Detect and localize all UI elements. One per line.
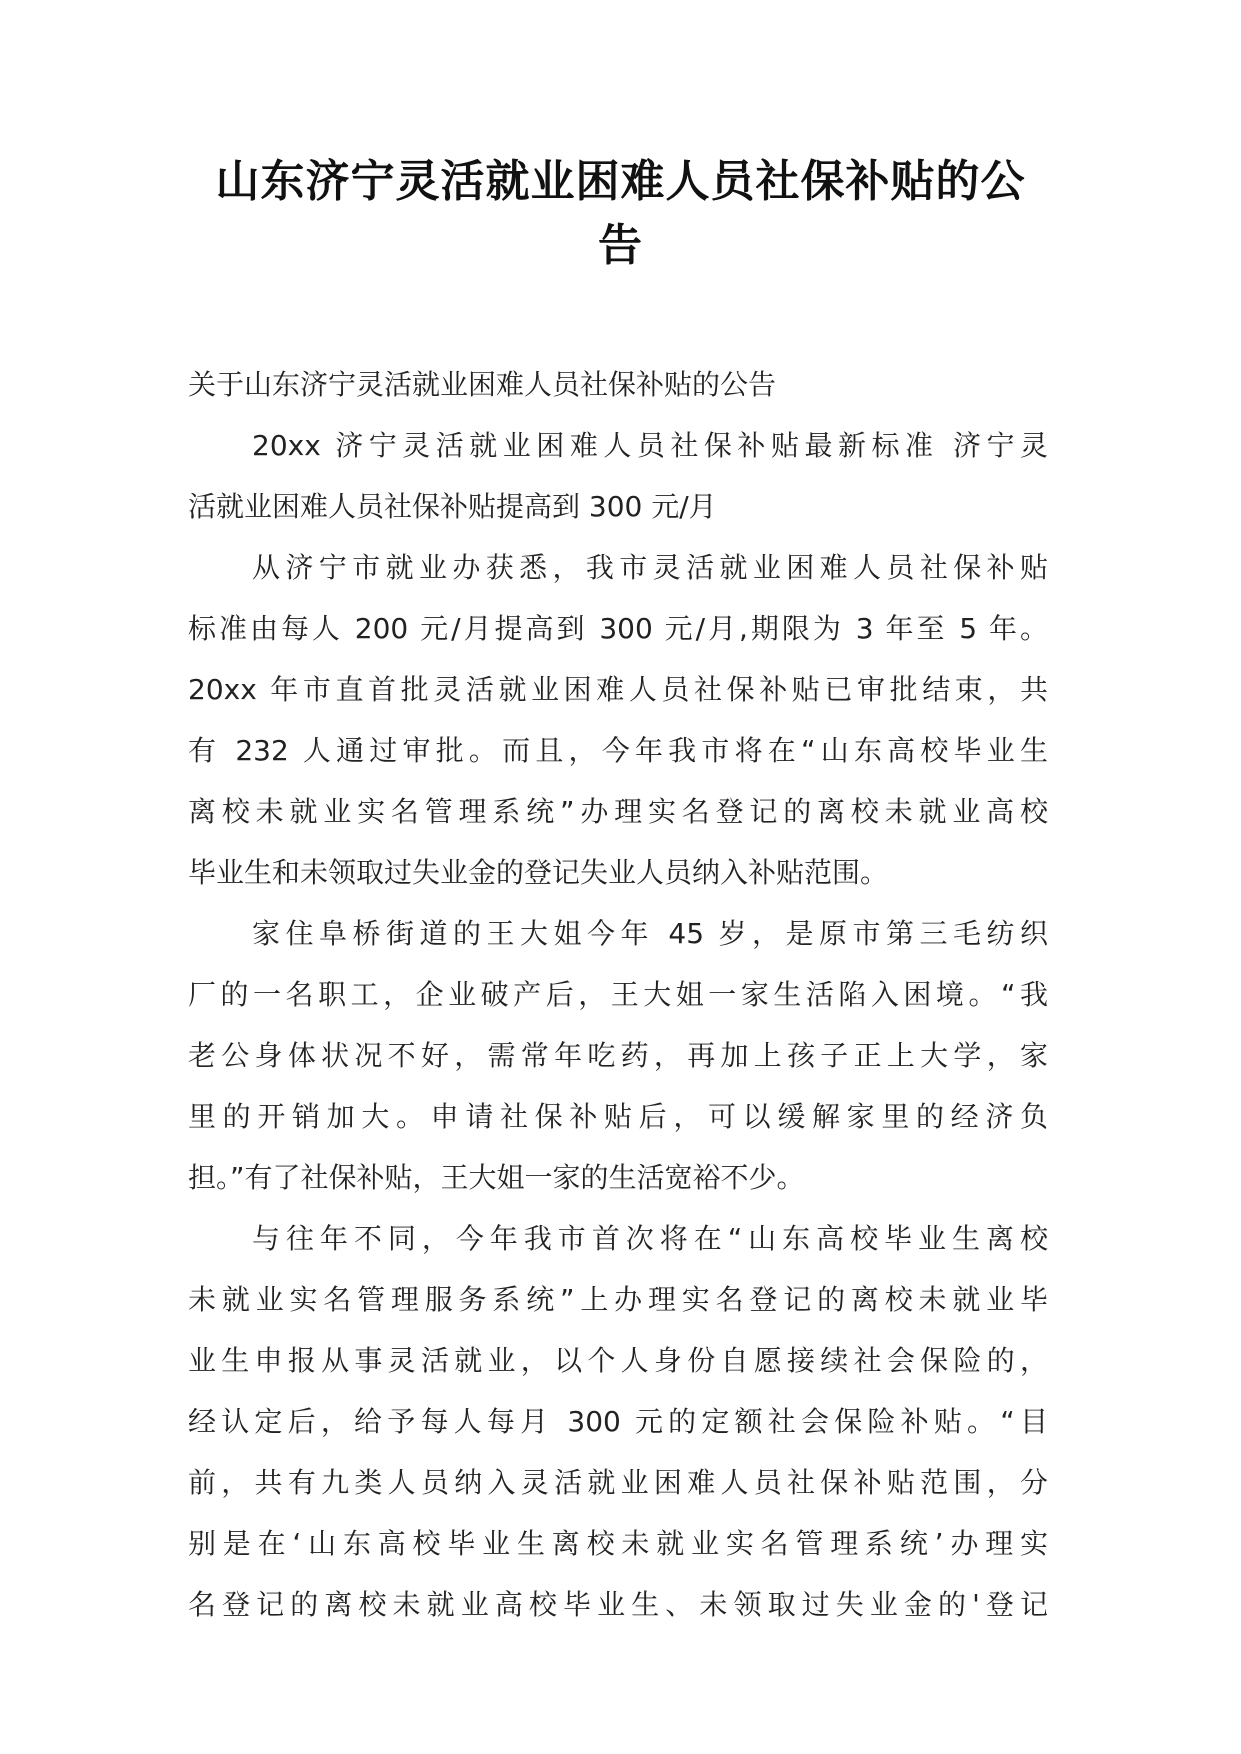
body-text-line: 未就业实名管理服务系统”上办理实名登记的离校未就业毕 [188,1283,1048,1316]
body-text-line: 关于山东济宁灵活就业困难人员社保补贴的公告 [188,368,777,401]
body-text-line: 毕业生和未领取过失业金的登记失业人员纳入补贴范围。 [188,856,889,889]
body-text-line: 老公身体状况不好，需常年吃药，再加上孩子正上大学，家 [188,1039,1048,1072]
title-line: 山东济宁灵活就业困难人员社保补贴的公 [215,156,1026,207]
body-text-line: 从济宁市就业办获悉，我市灵活就业困难人员社保补贴 [252,551,1048,584]
body-text-line: 活就业困难人员社保补贴提高到 300 元/月 [188,490,717,523]
body-text-line: 家住阜桥街道的王大姐今年 45 岁，是原市第三毛纺织 [252,917,1048,950]
body-text-line: 20xx 济宁灵活就业困难人员社保补贴最新标准 济宁灵 [252,429,1048,462]
body-text-line: 名登记的离校未就业高校毕业生、未领取过失业金的'登记 [188,1588,1048,1621]
body-text-line: 离校未就业实名管理系统”办理实名登记的离校未就业高校 [188,795,1048,828]
body-text-line: 业生申报从事灵活就业，以个人身份自愿接续社会保险的， [188,1344,1048,1377]
body-text-line: 厂的一名职工，企业破产后，王大姐一家生活陷入困境。“我 [188,978,1048,1011]
body-text-line: 有 232 人通过审批。而且，今年我市将在“山东高校毕业生 [188,734,1048,767]
body-text-line: 经认定后，给予每人每月 300 元的定额社会保险补贴。“目 [188,1405,1048,1438]
title-line: 告 [598,220,643,271]
body-text-line: 里的开销加大。申请社保补贴后，可以缓解家里的经济负 [188,1100,1048,1133]
body-text-line: 与往年不同，今年我市首次将在“山东高校毕业生离校 [252,1222,1048,1255]
body-text-line: 前，共有九类人员纳入灵活就业困难人员社保补贴范围，分 [188,1466,1048,1499]
body-text-line: 标准由每人 200 元/月提高到 300 元/月,期限为 3 年至 5 年。 [188,612,1048,645]
body-text-line: 别是在‘山东高校毕业生离校未就业实名管理系统’办理实 [188,1527,1048,1560]
body-text-line: 20xx 年市直首批灵活就业困难人员社保补贴已审批结束，共 [188,673,1048,706]
document-title [150,150,1091,278]
document-body [188,354,1048,1635]
body-text-line: 担。”有了社保补贴，王大姐一家的生活宽裕不少。 [188,1161,805,1194]
